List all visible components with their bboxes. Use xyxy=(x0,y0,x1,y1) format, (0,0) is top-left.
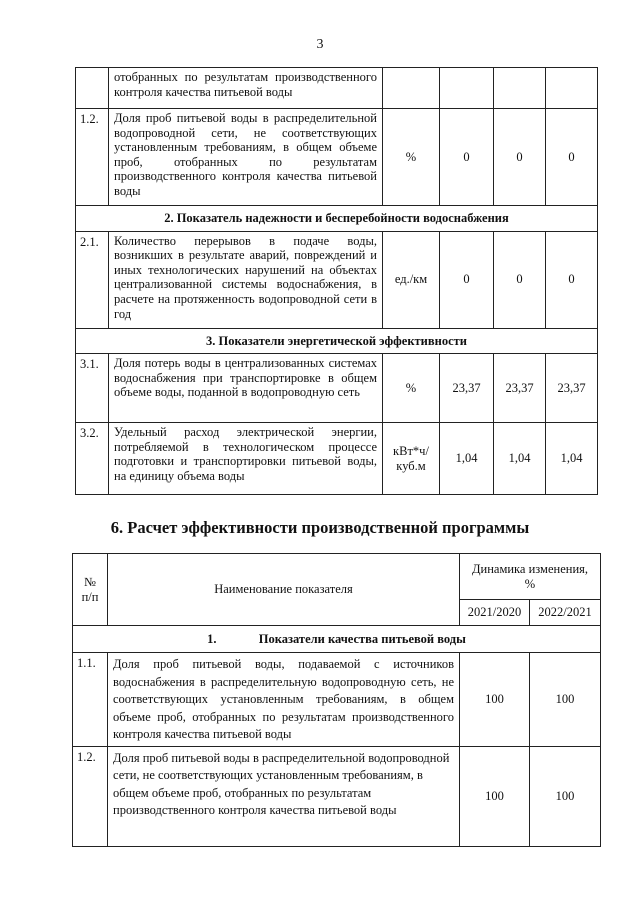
value-cell: 0 xyxy=(546,109,598,206)
table-row xyxy=(76,423,598,495)
header-dynamics-unit: % xyxy=(524,576,536,591)
header-number xyxy=(73,554,108,626)
table-row xyxy=(73,746,601,846)
unit-cell xyxy=(383,423,440,495)
indicator-text: Доля проб питьевой воды в распределительной водопроводной сети, не соответствующих установленным требованиям, в общем объеме проб, отобранных по результатам производственного контроля качества питьевой воды xyxy=(109,109,383,206)
value-cell: 100 xyxy=(530,746,601,846)
value-cell: 23,37 xyxy=(494,354,546,423)
value-cell: 0 xyxy=(494,231,546,328)
section-row xyxy=(76,206,598,232)
indicator-text: Доля проб питьевой воды в распределительной водопроводной сети, не соответствующих установленным требованиям, в общем объеме проб, отобранных по результатам производственного контроля качества питьевой воды xyxy=(108,746,460,846)
unit-line: кВт*ч/ xyxy=(393,444,429,459)
header-period: 2021/2020 xyxy=(460,600,530,626)
row-number: 3.1. xyxy=(76,354,109,423)
section-title xyxy=(73,626,601,653)
header-row xyxy=(73,554,601,600)
table-row xyxy=(76,109,598,206)
header-period: 2022/2021 xyxy=(530,600,601,626)
page-number: 3 xyxy=(316,37,324,52)
unit-cell: % xyxy=(383,109,440,206)
indicator-text: отобранных по результатам производственного контроля качества питьевой воды xyxy=(109,68,383,109)
value-cell: 1,04 xyxy=(440,423,494,495)
section-row xyxy=(73,626,601,653)
section-label: Показатели качества питьевой воды xyxy=(258,631,466,646)
header-number-label: п/п xyxy=(81,589,99,604)
value-cell: 23,37 xyxy=(546,354,598,423)
section-number: 1. xyxy=(207,631,217,646)
row-number xyxy=(76,68,109,109)
indicator-text: Доля потерь воды в централизованных системах водоснабжения при транспортировке в общем объеме воды, поданной в водопроводную сеть xyxy=(109,354,383,423)
value-cell: 0 xyxy=(546,231,598,328)
section-heading: 6. Расчет эффективности производственной программы xyxy=(110,518,530,537)
header-number-symbol: № xyxy=(84,574,96,589)
section-row xyxy=(76,328,598,354)
row-number: 1.1. xyxy=(73,653,108,747)
header-name: Наименование показателя xyxy=(108,554,460,626)
unit-cell: % xyxy=(383,354,440,423)
table-row xyxy=(76,231,598,328)
row-number: 2.1. xyxy=(76,231,109,328)
value-cell: 0 xyxy=(494,109,546,206)
row-number: 1.2. xyxy=(73,746,108,846)
value-cell: 0 xyxy=(440,109,494,206)
table-row xyxy=(76,68,598,109)
row-number: 1.2. xyxy=(76,109,109,206)
header-dynamics-title: Динамика изменения, xyxy=(472,561,589,576)
value-cell: 1,04 xyxy=(546,423,598,495)
header-dynamics xyxy=(460,554,601,600)
indicator-text: Количество перерывов в подаче воды, возникших в результате аварий, повреждений и иных технологических нарушений на объектах централизованной системы водоснабжения, в расчете на протяженность водопроводной сети в год xyxy=(109,231,383,328)
value-cell: 100 xyxy=(460,653,530,747)
value-cell: 23,37 xyxy=(440,354,494,423)
table-row xyxy=(73,653,601,747)
indicators-table xyxy=(75,67,598,495)
row-number: 3.2. xyxy=(76,423,109,495)
value-cell: 100 xyxy=(460,746,530,846)
efficiency-table xyxy=(72,553,601,847)
section-title: 3. Показатели энергетической эффективности xyxy=(76,328,598,354)
unit-line: куб.м xyxy=(396,458,426,473)
indicator-text: Удельный расход электрической энергии, потребляемой в технологическом процессе подготовки и транспортировки питьевой воды, на единицу объема воды xyxy=(109,423,383,495)
indicator-text: Доля проб питьевой воды, подаваемой с источников водоснабжения в распределительную водопроводную сеть, не соответствующих установленным требованиям, в общем объеме проб, отобранных по результатам производственного контроля качества питьевой воды xyxy=(108,653,460,747)
section-title: 2. Показатель надежности и бесперебойности водоснабжения xyxy=(76,206,598,232)
unit-cell: ед./км xyxy=(383,231,440,328)
value-cell: 100 xyxy=(530,653,601,747)
value-cell: 1,04 xyxy=(494,423,546,495)
value-cell: 0 xyxy=(440,231,494,328)
table-row xyxy=(76,354,598,423)
